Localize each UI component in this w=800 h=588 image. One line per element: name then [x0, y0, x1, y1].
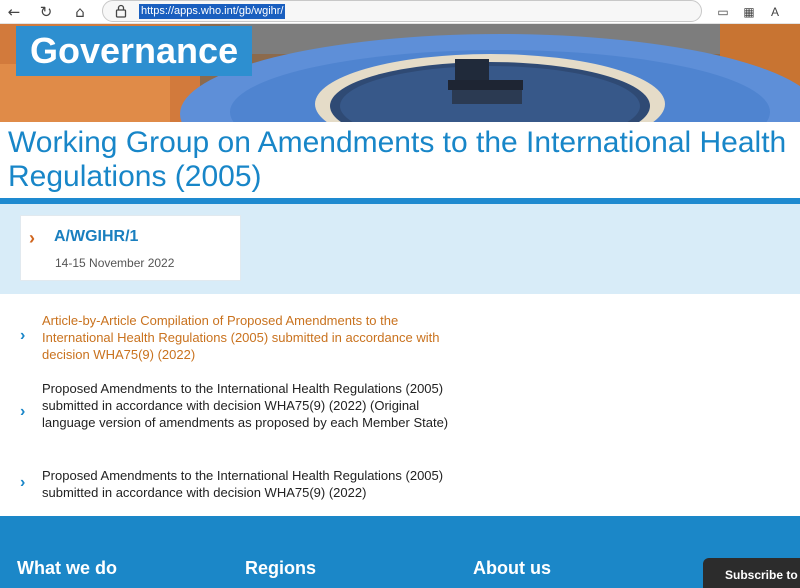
back-icon[interactable]: ←: [7, 3, 21, 21]
chevron-right-icon: ›: [20, 403, 26, 420]
document-link[interactable]: [20, 312, 480, 364]
site-footer: [0, 516, 800, 588]
subscribe-button[interactable]: Subscribe to: [703, 558, 800, 588]
page-banner: [0, 24, 800, 122]
browser-toolbar: [0, 0, 800, 24]
document-title[interactable]: Article-by-Article Compilation of Proposed Amendments to the International Health Regulations (2005) submitted in accordance with decision WHA75(9) (2022): [42, 313, 440, 362]
address-bar[interactable]: [102, 0, 702, 22]
chevron-right-icon: ›: [20, 474, 26, 491]
read-aloud-icon[interactable]: A: [770, 5, 779, 19]
apps-icon[interactable]: ▦: [743, 5, 755, 19]
document-link[interactable]: [20, 467, 480, 503]
document-title[interactable]: Proposed Amendments to the International Health Regulations (2005) submitted in accordance with decision WHA75(9) (2022) (Original language version of amendments as proposed by each Member State): [42, 381, 449, 430]
footer-regions[interactable]: Regions: [245, 558, 317, 578]
footer-what-we-do[interactable]: What we do: [17, 558, 117, 578]
meeting-code[interactable]: A/WGIHR/1: [54, 228, 139, 245]
meeting-date: 14-15 November 2022: [55, 256, 175, 270]
banner-label: Governance: [16, 26, 252, 76]
chevron-right-icon: ›: [20, 327, 26, 344]
document-title[interactable]: Proposed Amendments to the International Health Regulations (2005) submitted in accordance with decision WHA75(9) (2022): [42, 468, 444, 500]
footer-about-us[interactable]: About us: [473, 558, 551, 578]
home-icon[interactable]: ⌂: [75, 3, 85, 21]
chevron-right-icon: ›: [29, 228, 35, 248]
document-link[interactable]: [20, 380, 480, 448]
url-text[interactable]: https://apps.who.int/gb/wgihr/: [141, 5, 284, 17]
lock-icon: [115, 4, 127, 18]
meeting-card[interactable]: [20, 215, 241, 281]
page-title: Working Group on Amendments to the International Health Regulations (2005): [8, 126, 787, 193]
refresh-icon[interactable]: ↻: [39, 3, 53, 21]
tablet-icon[interactable]: ▭: [717, 5, 729, 19]
